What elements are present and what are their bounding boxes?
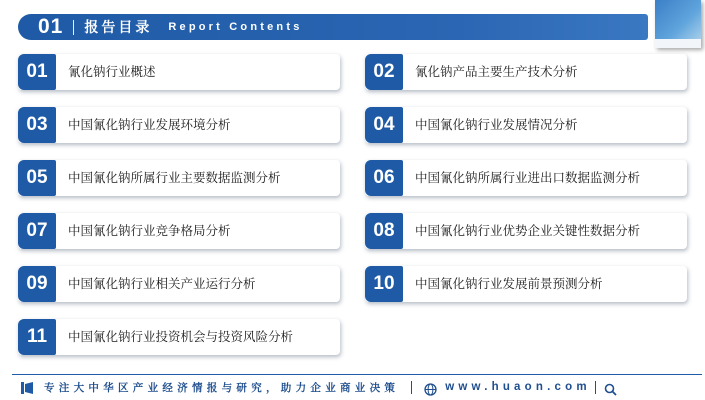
footer-divider [595, 381, 596, 394]
toc-item-label: 中国氰化钠行业发展前景预测分析 [415, 276, 603, 291]
toc-item-05[interactable] [18, 160, 340, 196]
toc-item-number: 10 [365, 266, 403, 302]
toc-item-number: 05 [18, 160, 56, 196]
toc-item-card [18, 54, 340, 90]
report-cover-thumbnail [655, 0, 701, 48]
toc-item-label: 中国氰化钠行业发展环境分析 [68, 117, 231, 132]
toc-item-09[interactable] [18, 266, 340, 302]
toc-item-label: 氰化钠产品主要生产技术分析 [415, 64, 578, 79]
search-icon[interactable] [604, 381, 617, 394]
toc-item-number: 04 [365, 107, 403, 143]
footer-divider [411, 381, 412, 394]
toc-item-label: 中国氰化钠行业投资机会与投资风险分析 [68, 329, 294, 344]
toc-item-04[interactable] [365, 107, 687, 143]
toc-item-number: 07 [18, 213, 56, 249]
toc-item-number: 02 [365, 54, 403, 90]
toc-item-label: 中国氰化钠行业相关产业运行分析 [68, 276, 256, 291]
toc-item-07[interactable] [18, 213, 340, 249]
toc-item-08[interactable] [365, 213, 687, 249]
toc-item-label: 中国氰化钠行业竞争格局分析 [68, 223, 231, 238]
toc-item-number: 08 [365, 213, 403, 249]
toc-item-06[interactable] [365, 160, 687, 196]
toc-item-02[interactable] [365, 54, 687, 90]
section-number: 01 [38, 15, 64, 38]
toc-item-01[interactable] [18, 54, 340, 90]
cover-stripe [655, 39, 701, 48]
toc-item-number: 01 [18, 54, 56, 90]
globe-icon [424, 381, 437, 394]
website-link[interactable]: www.huaon.com [445, 381, 591, 393]
toc-item-label: 中国氰化钠行业发展情况分析 [415, 117, 578, 132]
footer-bar [12, 374, 702, 399]
toc-item-number: 11 [18, 319, 56, 355]
toc-item-number: 09 [18, 266, 56, 302]
toc-item-03[interactable] [18, 107, 340, 143]
toc-item-label: 中国氰化钠所属行业进出口数据监测分析 [415, 170, 641, 185]
section-subtitle: Report Contents [168, 21, 303, 33]
toc-item-11[interactable] [18, 319, 340, 355]
toc-item-number: 03 [18, 107, 56, 143]
toc-item-label: 氰化钠行业概述 [68, 64, 156, 79]
header-divider [73, 20, 74, 35]
footer-slogan: 专注大中华区产业经济情报与研究，助力企业商业决策 [44, 381, 400, 394]
toc-item-10[interactable] [365, 266, 687, 302]
brand-logo-icon [20, 380, 34, 394]
toc-item-label: 中国氰化钠行业优势企业关键性数据分析 [415, 223, 641, 238]
section-title: 报告目录 [84, 20, 153, 36]
toc-item-number: 06 [365, 160, 403, 196]
toc-item-label: 中国氰化钠所属行业主要数据监测分析 [68, 170, 281, 185]
section-header [18, 14, 648, 40]
